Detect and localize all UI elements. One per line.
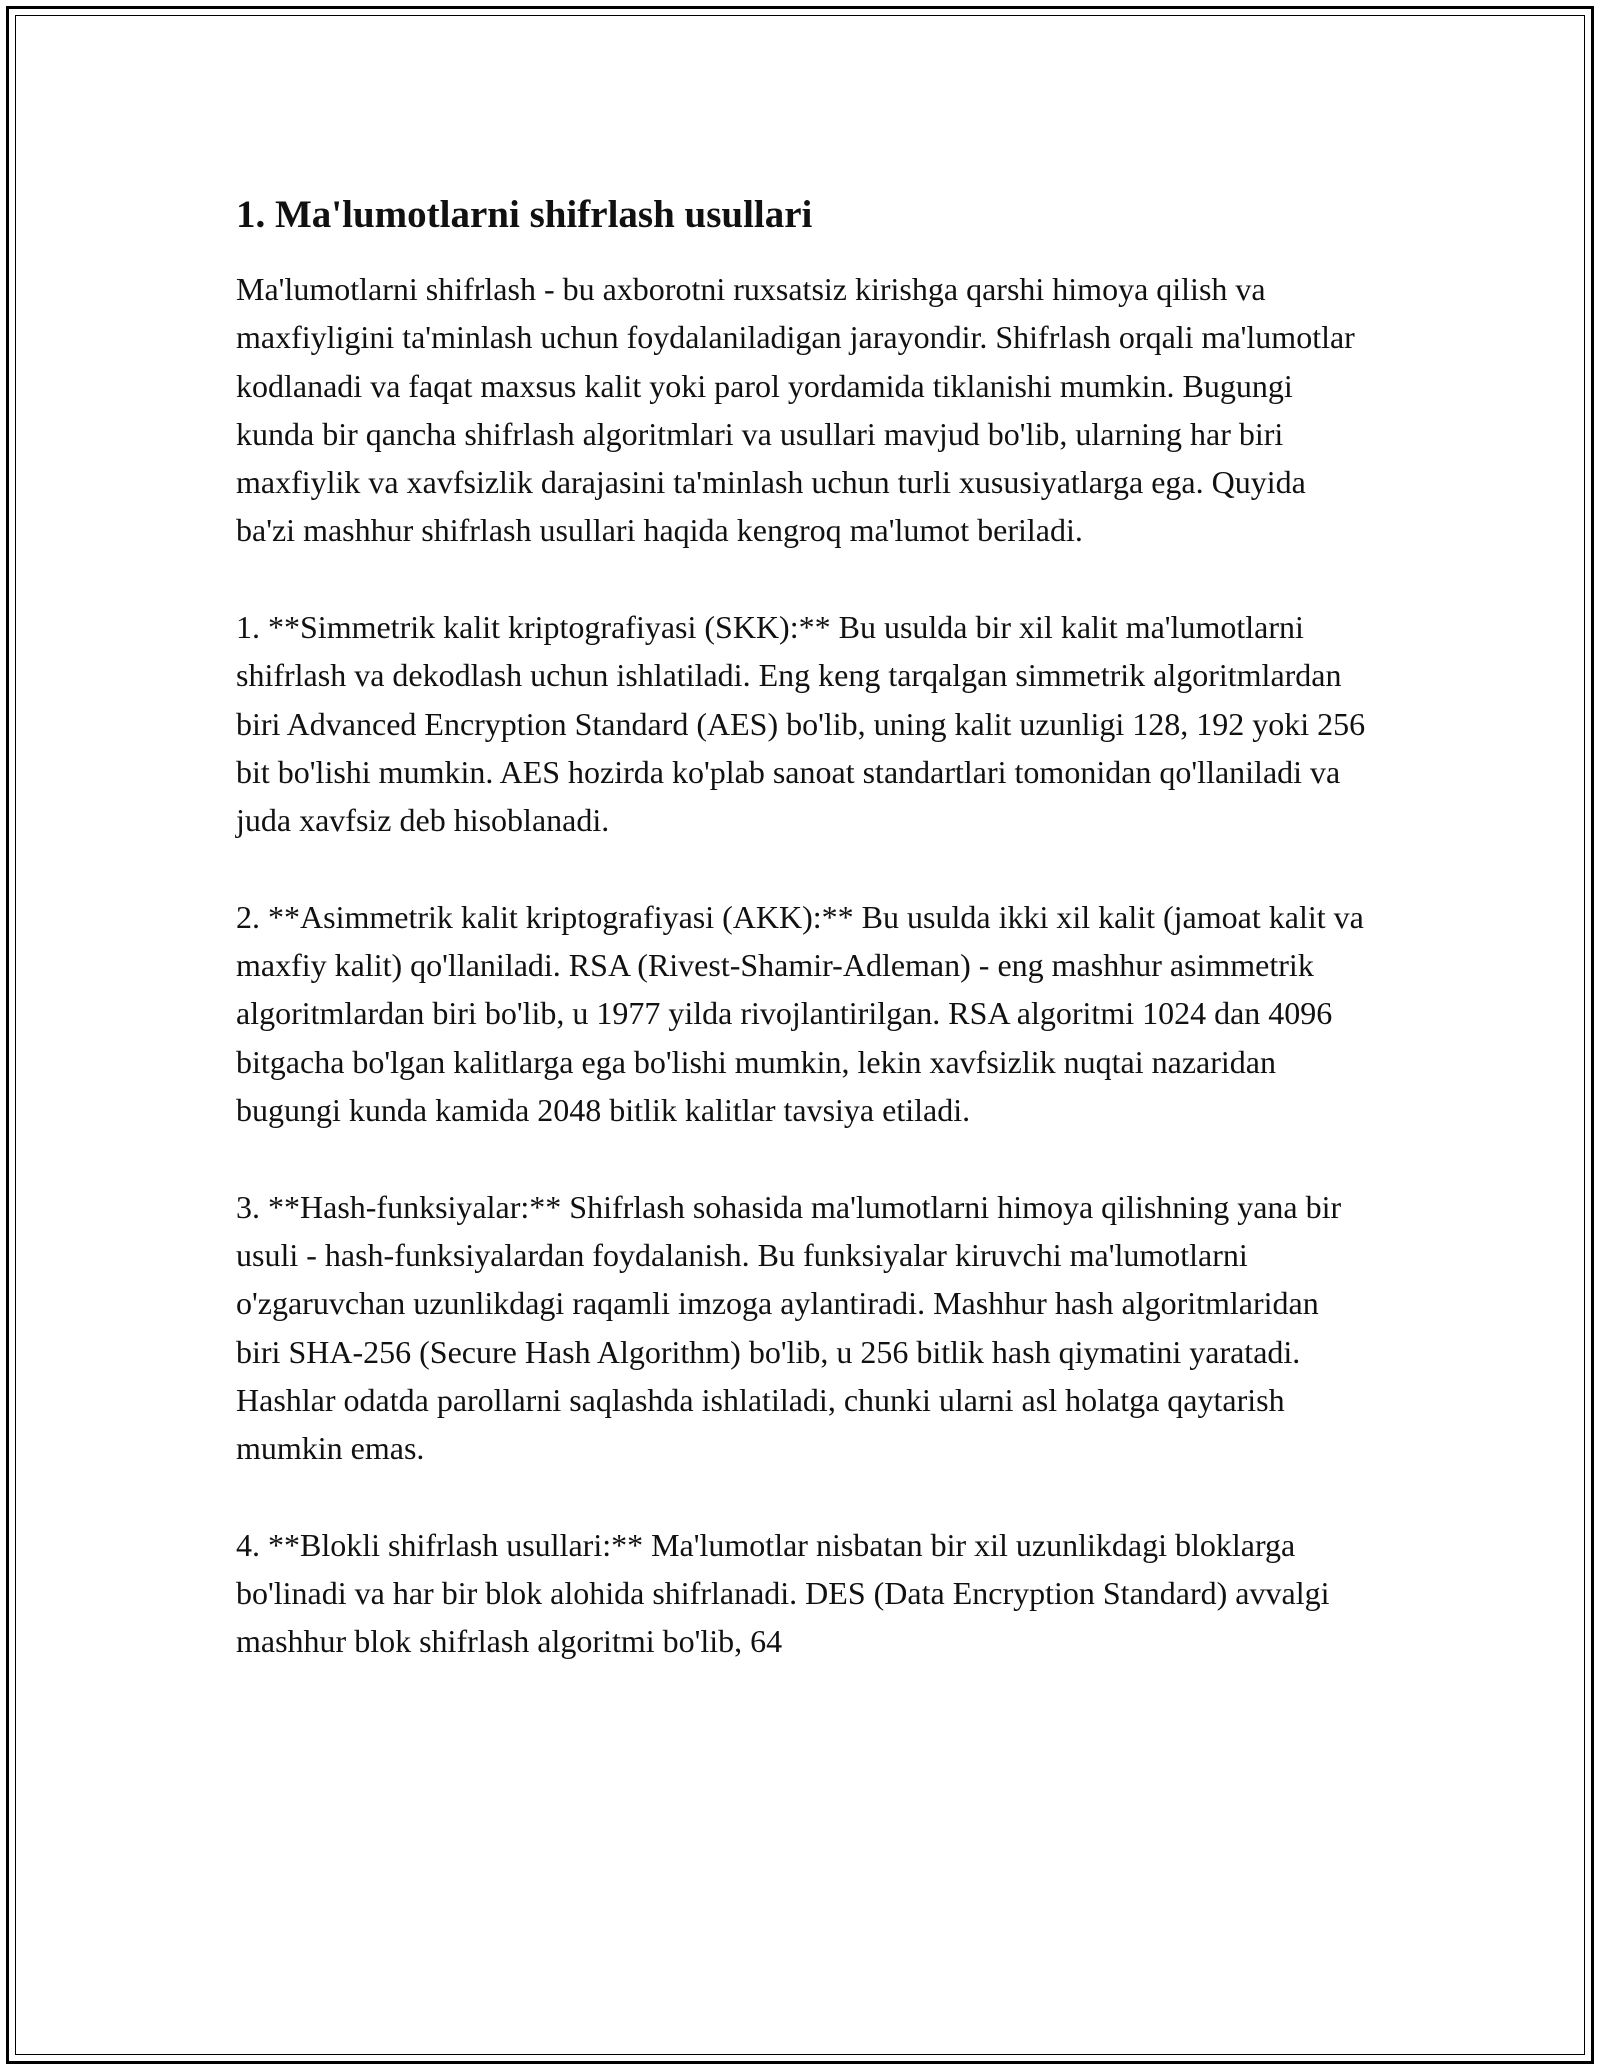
paragraph-intro: Ma'lumotlarni shifrlash - bu axborotni ruxsatsiz kirishga qarshi himoya qilish va maxfiyligini ta'minlash uchun foydalaniladigan jarayondir. Shifrlash orqali ma'lumotlar kodlanadi va faqat maxsus kalit yoki parol yordamida tiklanishi mumkin. Bugungi kunda bir qancha shifrlash algoritmlari va usullari mavjud bo'lib, ularning har biri maxfiylik va xavfsizlik darajasini ta'minlash uchun turli xususiyatlarga ega. Quyida ba'zi mashhur shifrlash usullari haqida kengroq ma'lumot beriladi. — [236, 271, 1355, 549]
paragraph-hash-functions: 3. **Hash-funksiyalar:** Shifrlash sohasida ma'lumotlarni himoya qilishning yana bir usuli - hash-funksiyalardan foydalanish. Bu funksiyalar kiruvchi ma'lumotlarni o'zgaruvchan uzunlikdagi raqamli imzoga aylantiradi. Mashhur hash algoritmlaridan biri SHA-256 (Secure Hash Algorithm) bo'lib, u 256 bitlik hash qiymatini yaratadi. Hashlar odatda parollarni saqlashda ishlatiladi, chunki ularni asl holatga qaytarish mumkin emas. — [236, 1188, 1342, 1467]
paragraph-asymmetric-key: 2. **Asimmetrik kalit kriptografiyasi (AKK):** Bu usulda ikki xil kalit (jamoat kalit va maxfiy kalit) qo'llaniladi. RSA (Rivest-Shamir-Adleman) - eng mashhur asimmetrik algoritmlardan biri bo'lib, u 1977 yilda rivojlantirilgan. RSA algoritmi 1024 dan 4096 bitgacha bo'lgan kalitlarga ega bo'lishi mumkin, lekin xavfsizlik nuqtai nazaridan bugungi kunda kamida 2048 bitlik kalitlar tavsiya etiladi. — [236, 898, 1364, 1129]
paragraph-symmetric-key: 1. **Simmetrik kalit kriptografiyasi (SKK):** Bu usulda bir xil kalit ma'lumotlarni shifrlash va dekodlash uchun ishlatiladi. Eng keng tarqalgan simmetrik algoritmlardan biri Advanced Encryption Standard (AES) bo'lib, uning kalit uzunligi 128, 192 yoki 256 bit bo'lishi mumkin. AES hozirda ko'plab sanoat standartlari tomonidan qo'llaniladi va juda xavfsiz deb hisoblanadi. — [236, 609, 1366, 839]
document-body — [236, 180, 1366, 1714]
paragraph-block-ciphers: 4. **Blokli shifrlash usullari:** Ma'lumotlar nisbatan bir xil uzunlikdagi bloklarga bo'linadi va har bir blok alohida shifrlanadi. DES (Data Encryption Standard) avvalgi mashhur blok shifrlash algoritmi bo'lib, 64 — [236, 1526, 1330, 1660]
section-title: 1. Ma'lumotlarni shifrlash usullari — [236, 193, 813, 236]
